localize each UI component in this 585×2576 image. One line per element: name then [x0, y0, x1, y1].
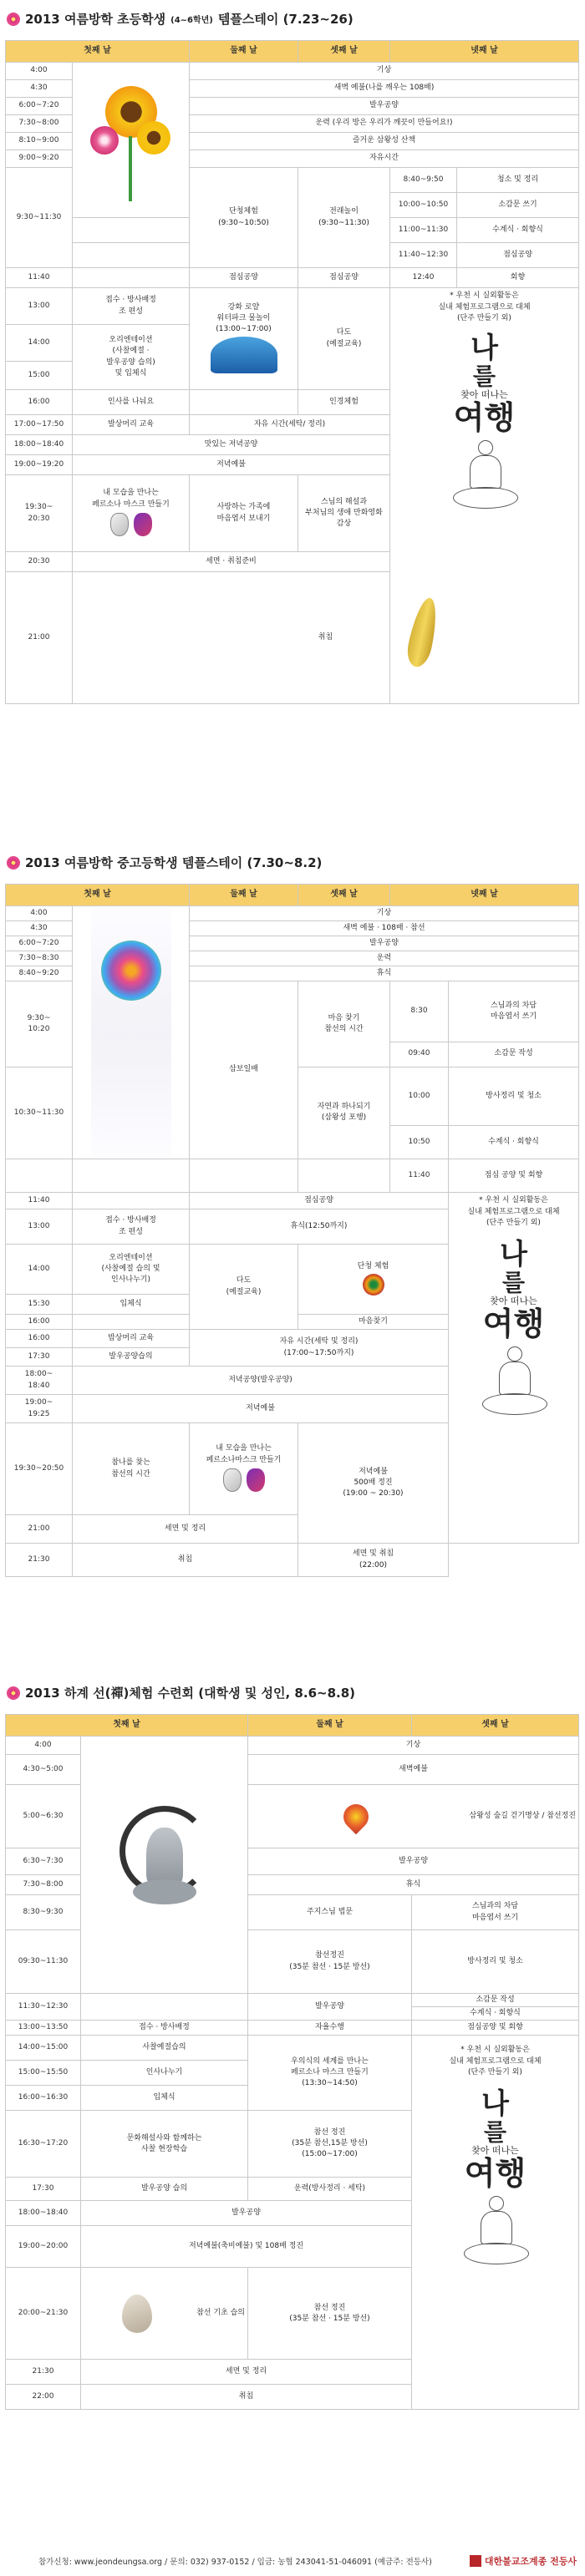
empty-cell: [73, 268, 190, 288]
table-row: [6, 2036, 579, 2061]
mask-images: [192, 1468, 295, 1492]
calligraphy: [393, 333, 576, 435]
leaf-illustration: [404, 596, 442, 669]
flower-icon: [7, 1686, 20, 1700]
rain-notice: * 우천 시 실외활동은 실내 체험프로그램으로 대체 (단주 만들기 외): [449, 2046, 542, 2077]
activity-cell: 참선 정진 (35분 참선 · 15분 방선): [248, 2268, 412, 2360]
empty-cell: [73, 1315, 190, 1330]
activity-cell: 접수 · 방사배정 조 편성: [73, 288, 190, 325]
time-cell: 18:00~18:40: [6, 435, 73, 455]
activity-cell: 점심공양: [190, 1193, 449, 1209]
time-cell: 6:00~7:20: [6, 936, 73, 951]
activity-cell: 단청체험 (9:30~10:50): [190, 168, 298, 268]
time-cell: 19:30~20:50: [6, 1423, 73, 1515]
schedule-table-elementary: [5, 40, 579, 704]
activity-cell: 스님의 해설과 부처님의 생애 만화영화 감상: [298, 475, 390, 552]
activity-cell: 수계식 · 회향식: [457, 218, 579, 243]
activity-cell: 취침: [81, 2385, 412, 2410]
activity-cell: 점심 공양 및 회향: [449, 1159, 579, 1193]
time-cell: 21:00: [6, 1515, 73, 1544]
sunflower-image-cell: [73, 63, 190, 218]
time-cell: 6:30~7:30: [6, 1848, 81, 1875]
table-row: [6, 63, 579, 80]
table-row: [6, 572, 579, 704]
activity-cell: 인사나누기: [81, 2061, 248, 2086]
activity-cell: 접수 · 방사배정 조 편성: [73, 1209, 190, 1245]
activity-cell: 참선 정진 (35분 참선,15분 방선) (15:00~17:00): [248, 2111, 412, 2178]
activity-cell: 우의식의 세계를 만나는 페르소나 마스크 만들기 (13:30~14:50): [248, 2036, 412, 2111]
time-cell: 21:30: [6, 2360, 81, 2385]
mask-icon: [247, 1468, 265, 1492]
activity-cell: 점심공양: [298, 268, 390, 288]
table-row: [6, 906, 579, 921]
time-cell: 14:00: [6, 1245, 73, 1295]
time-cell: 11:00~11:30: [390, 218, 457, 243]
activity-cell: [73, 572, 579, 704]
activity-cell: 휴식: [248, 1875, 579, 1895]
empty-cell: [190, 1159, 298, 1193]
lily-icon: [338, 1798, 374, 1833]
activity-cell: 저녁예불 500배 정진 (19:00 ~ 20:30): [298, 1423, 449, 1544]
activity-cell: 점심공양 및 회향: [412, 2021, 579, 2036]
time-cell: 16:00: [6, 390, 73, 415]
activity-cell: 수계식 · 회향식: [449, 1126, 579, 1159]
dancheong-label: 단청 체험: [357, 1261, 389, 1270]
time-cell: 15:00: [6, 362, 73, 390]
waterpark-label: 강화 로얄 워터파크 물놀이 (13:00~17:00): [216, 302, 272, 334]
time-cell: 16:00~16:30: [6, 2086, 81, 2111]
calligraphy-line: 를: [472, 362, 496, 390]
section-title-1: [7, 10, 354, 28]
time-cell: 20:00~21:30: [6, 2268, 81, 2360]
time-cell: 14:00: [6, 325, 73, 362]
day4-notice-cell: [449, 1193, 579, 1544]
activity-cell: 새벽예불: [248, 1755, 579, 1785]
time-cell: 21:00: [6, 572, 73, 704]
activity-cell: 점심공양: [190, 268, 298, 288]
mask-icon: [110, 513, 129, 536]
day3-notice-cell: [412, 2036, 579, 2410]
meditating-monk-illustration: [457, 2196, 534, 2268]
section-title-3: [7, 1684, 355, 1701]
table-row: [6, 1994, 579, 2007]
time-cell: 22:00: [6, 2385, 81, 2410]
table-row: [6, 1159, 579, 1193]
calligraphy-line: 여행: [464, 2153, 526, 2192]
activity-cell: 취침: [73, 1544, 298, 1577]
activity-cell: 기상: [190, 906, 579, 921]
activity-cell: 소감문 쓰기: [457, 193, 579, 218]
meditating-monk-illustration: [446, 440, 523, 512]
time-cell: 14:00~15:00: [6, 2036, 81, 2061]
activity-cell: 방사정리 및 청소: [412, 1930, 579, 1994]
time-cell: 19:00~19:20: [6, 455, 73, 475]
activity-cell: [190, 288, 298, 390]
calligraphy-line: 여행: [482, 1304, 545, 1342]
seed-icon: [122, 2295, 152, 2333]
activity-cell: 다도 (예절교육): [190, 1245, 298, 1330]
time-cell: 16:30~17:20: [6, 2111, 81, 2178]
activity-cell: 스님과의 차담 마음엽서 쓰기: [449, 981, 579, 1042]
buddha-image-cell: [81, 1737, 248, 1994]
walking-meditation-label: 삼왕성 숲길 걷기명상 / 참선정진: [469, 1811, 576, 1820]
activity-cell: 입체식: [81, 2086, 248, 2111]
time-cell: 7:30~8:00: [6, 115, 73, 133]
header-day1: 첫째 날: [6, 41, 190, 63]
time-cell: 11:40: [6, 268, 73, 288]
activity-cell: 마음찾기: [298, 1315, 449, 1330]
table-header-row: [6, 885, 579, 906]
activity-cell: 주지스님 법문: [248, 1895, 412, 1930]
empty-cell: [6, 1159, 73, 1193]
walking-meditation-row: [251, 1804, 576, 1829]
calligraphy-line: 나: [500, 1237, 527, 1271]
header-day3: 셋째 날: [412, 1715, 579, 1737]
time-cell: 8:30~9:30: [6, 1895, 81, 1930]
time-cell: 16:00: [6, 1330, 73, 1348]
time-cell: 13:00: [6, 288, 73, 325]
schedule-table-secondary: [5, 884, 579, 1577]
time-cell: 8:30: [390, 981, 449, 1042]
section-title-text: 2013 여름방학 초등학생: [25, 12, 166, 27]
time-cell: 4:30~5:00: [6, 1755, 81, 1785]
header-day3: 셋째 날: [298, 41, 390, 63]
activity-cell: 소감문 작성: [449, 1042, 579, 1067]
time-cell: 12:40: [390, 268, 457, 288]
activity-cell: 발우공양 습의: [81, 2178, 248, 2201]
activity-cell: 자율수행: [248, 2021, 412, 2036]
time-cell: 13:00: [6, 1209, 73, 1245]
time-cell: 10:00: [390, 1067, 449, 1126]
time-cell: 11:30~12:30: [6, 1994, 81, 2021]
activity-cell: 발우공양: [81, 2201, 412, 2226]
time-cell: 8:40~9:50: [390, 168, 457, 193]
time-cell: 7:30~8:00: [6, 1875, 81, 1895]
time-cell: 21:30: [6, 1544, 73, 1577]
activity-cell: 운력 (우리 방은 우리가 깨끗이 만들어요!): [190, 115, 579, 133]
activity-cell: 밥상머리 교육: [73, 1330, 190, 1348]
time-cell: 4:00: [6, 1737, 81, 1755]
activity-cell: 자유시간: [190, 150, 579, 168]
sleep-label: 취침: [318, 632, 333, 641]
mask-label: 내 모습을 만나는 페르소나 마스크 만들기: [92, 489, 170, 509]
time-cell: 10:00~10:50: [390, 193, 457, 218]
empty-cell: [73, 218, 190, 243]
header-day1: 첫째 날: [6, 885, 190, 906]
calligraphy: [415, 2089, 576, 2191]
header-day1: 첫째 날: [6, 1715, 248, 1737]
time-cell: 10:50: [390, 1126, 449, 1159]
activity-cell: [298, 1245, 449, 1315]
activity-cell: 맛있는 저녁공양: [73, 435, 390, 455]
activity-cell: 발우공양: [248, 1848, 579, 1875]
time-cell: 10:30~11:30: [6, 1067, 73, 1159]
activity-cell: 점심공양: [457, 243, 579, 268]
activity-cell: 참선정진 (35분 참선 · 15분 방선): [248, 1930, 412, 1994]
time-cell: 7:30~8:30: [6, 951, 73, 966]
zen-basics-label: 참선 기초 습의: [196, 2309, 245, 2318]
time-cell: 5:00~6:30: [6, 1785, 81, 1848]
header-day2: 둘째 날: [190, 41, 298, 63]
time-cell: 4:00: [6, 63, 73, 80]
mandala-image-cell: [73, 906, 190, 1159]
time-cell: 19:30~ 20:30: [6, 475, 73, 552]
calligraphy-line: 나: [471, 331, 498, 365]
wave-illustration: [211, 337, 277, 373]
header-day3: 셋째 날: [298, 885, 390, 906]
mask-icon: [223, 1468, 242, 1492]
activity-cell: [190, 1423, 298, 1515]
table-header-row: [6, 41, 579, 63]
activity-cell: 인경체험: [298, 390, 390, 415]
empty-cell: [81, 1994, 248, 2021]
time-cell: 09:30~11:30: [6, 1930, 81, 1994]
time-cell: 4:30: [6, 921, 73, 936]
activity-cell: 저녁예불: [73, 455, 390, 475]
activity-cell: 운력(방사정리 · 세탁): [248, 2178, 412, 2201]
calligraphy: [451, 1237, 576, 1342]
empty-cell: [190, 390, 298, 415]
seal-icon: [470, 2555, 481, 2567]
temple-logo: [470, 2554, 577, 2568]
time-cell: 18:00~18:40: [6, 2201, 81, 2226]
time-cell: 19:00~ 19:25: [6, 1395, 73, 1423]
calligraphy-line: 를: [483, 2117, 507, 2146]
activity-cell: [73, 475, 190, 552]
header-day2: 둘째 날: [190, 885, 298, 906]
activity-cell: 세면 및 정리: [81, 2360, 412, 2385]
calligraphy-line: 찾아 떠나는: [471, 2144, 519, 2156]
table-row: [6, 1193, 579, 1209]
buddha-illustration: [114, 1803, 215, 1928]
zen-basics-row: [84, 2293, 245, 2335]
time-cell: 18:00~ 18:40: [6, 1367, 73, 1395]
activity-cell: 발우공양습의: [73, 1348, 190, 1367]
section-subtitle: (4~6학년): [170, 16, 213, 25]
activity-cell: 발우공양: [190, 936, 579, 951]
activity-cell: 휴식: [190, 966, 579, 981]
time-cell: 17:30: [6, 1348, 73, 1367]
header-day2: 둘째 날: [248, 1715, 412, 1737]
schedule-table-adult: [5, 1714, 579, 2410]
flower-icon: [7, 13, 20, 26]
rain-notice: * 우천 시 실외활동은 실내 체험프로그램으로 대체 (단주 만들기 외): [467, 1196, 560, 1227]
activity-cell: 저녁예불(축비예불) 및 108배 정진: [81, 2226, 412, 2268]
time-cell: 13:00~13:50: [6, 2021, 81, 2036]
activity-cell: 발우공양: [190, 98, 579, 115]
activity-cell: 문화해설사와 함께하는 사찰 현장학습: [81, 2111, 248, 2178]
calligraphy-line: 를: [501, 1268, 526, 1296]
logo-text: 대한불교조계종 전등사: [484, 2556, 577, 2567]
header-day4: 넷째 날: [390, 885, 579, 906]
footer-info: 참가신청: www.jeondeungsa.org / 문의: 032) 937-0152 / 입금: 농협 243041-51-046091 (예금주: 전등사): [38, 2558, 432, 2567]
time-cell: 4:30: [6, 80, 73, 98]
empty-cell: [73, 1193, 190, 1209]
empty-cell: [73, 1159, 190, 1193]
time-cell: 17:30: [6, 2178, 81, 2201]
calligraphy-line: 찾아 떠나는: [490, 1295, 537, 1306]
mask-images: [75, 513, 186, 536]
activity-cell: 방사정리 및 청소: [449, 1067, 579, 1126]
activity-cell: 인사를 나눠요: [73, 390, 190, 415]
table-row: [6, 288, 579, 325]
activity-cell: 입체식: [73, 1295, 190, 1315]
activity-cell: 사랑하는 가족에 마음엽서 보내기: [190, 475, 298, 552]
table-row: [6, 1737, 579, 1755]
activity-cell: 발우공양: [248, 1994, 412, 2021]
calligraphy-line: 나: [481, 2087, 509, 2121]
activity-cell: 스님과의 차담 마음엽서 쓰기: [412, 1895, 579, 1930]
activity-cell: 오리엔테이션 (사찰예절 · 발우공양 습의) 및 입체식: [73, 325, 190, 390]
mask-icon: [134, 513, 152, 536]
meditating-monk-illustration: [476, 1346, 552, 1418]
header-day4: 넷째 날: [390, 41, 579, 63]
empty-cell: [298, 1159, 390, 1193]
activity-cell: 세면 · 취침준비: [73, 552, 390, 572]
calligraphy-line: 찾아 떠나는: [460, 388, 508, 400]
time-cell: 6:00~7:20: [6, 98, 73, 115]
time-cell: 17:00~17:50: [6, 415, 73, 435]
time-cell: 9:30~11:30: [6, 168, 73, 268]
time-cell: 9:00~9:20: [6, 150, 73, 168]
activity-cell: 소감문 작성: [412, 1994, 579, 2007]
activity-cell: 오리엔테이션 (사찰예절 습의 및 인사나누기): [73, 1245, 190, 1295]
section-title-text: 2013 여름방학 중고등학생 템플스테이 (7.30~8.2): [25, 855, 323, 870]
activity-cell: 참나를 찾는 참선의 시간: [73, 1423, 190, 1515]
sunflower-illustration: [82, 78, 181, 203]
mandala-illustration: [91, 907, 171, 1158]
calligraphy-line: 여행: [453, 398, 516, 436]
activity-cell: 발상머리 교육: [73, 415, 190, 435]
activity-cell: 마음 찾기 참선의 시간: [298, 981, 390, 1067]
activity-cell: 즐거운 삼왕성 산책: [190, 133, 579, 150]
section-title-2: [7, 854, 322, 871]
table-row: [6, 1544, 579, 1577]
time-cell: 19:00~20:00: [6, 2226, 81, 2268]
section-title-tail: 템플스테이 (7.23~26): [217, 12, 354, 27]
time-cell: 11:40~12:30: [390, 243, 457, 268]
activity-cell: 수계식 · 회향식: [412, 2007, 579, 2021]
time-cell: 16:00: [6, 1315, 73, 1330]
activity-cell: 자연과 하나되기 (삼왕성 포행): [298, 1067, 390, 1159]
activity-cell: 세면 및 취침 (22:00): [298, 1544, 449, 1577]
activity-cell: 다도 (예절교육): [298, 288, 390, 390]
table-row: [6, 2021, 579, 2036]
footer: [0, 2549, 585, 2573]
activity-cell: 삼보일배: [190, 981, 298, 1159]
time-cell: 09:40: [390, 1042, 449, 1067]
activity-cell: 새벽 예불 · 108배 · 참선: [190, 921, 579, 936]
activity-cell: [248, 1785, 579, 1848]
activity-cell: 저녁공양(발우공양): [73, 1367, 449, 1395]
time-cell: 15:30: [6, 1295, 73, 1315]
activity-cell: 자유 시간(세탁/ 정리): [190, 415, 390, 435]
activity-cell: 운력: [190, 951, 579, 966]
activity-cell: 휴식(12:50까지): [190, 1209, 449, 1245]
activity-cell: 사찰예절습의: [81, 2036, 248, 2061]
activity-cell: 새벽 예불(나를 깨우는 108배): [190, 80, 579, 98]
flower-icon: [7, 856, 20, 870]
activity-cell: 세면 및 정리: [73, 1515, 298, 1544]
time-cell: 15:00~15:50: [6, 2061, 81, 2086]
time-cell: 8:40~9:20: [6, 966, 73, 981]
activity-cell: 전래놀이 (9:30~11:30): [298, 168, 390, 268]
activity-cell: [81, 2268, 248, 2360]
section-title-text: 2013 하계 선(禪)체험 수련회 (대학생 및 성인, 8.6~8.8): [25, 1686, 355, 1701]
time-cell: 4:00: [6, 906, 73, 921]
activity-cell: 기상: [248, 1737, 579, 1755]
rain-notice: * 우천 시 실외활동은 실내 체험프로그램으로 대체 (단주 만들기 외): [438, 292, 531, 322]
time-cell: 11:40: [6, 1193, 73, 1209]
activity-cell: 자유 시간(세탁 및 정리) (17:00~17:50까지): [190, 1330, 449, 1367]
time-cell: 8:10~9:00: [6, 133, 73, 150]
activity-cell: 청소 및 정리: [457, 168, 579, 193]
empty-cell: [73, 243, 190, 268]
mask-label: 내 모습을 만나는 페르소나마스크 만들기: [206, 1444, 282, 1464]
activity-cell: 회향: [457, 268, 579, 288]
table-header-row: [6, 1715, 579, 1737]
activity-cell: 저녁예불: [73, 1395, 449, 1423]
activity-cell: 접수 · 방사배정: [81, 2021, 248, 2036]
dancheong-icon: [363, 1274, 384, 1296]
time-cell: 20:30: [6, 552, 73, 572]
table-row: [6, 268, 579, 288]
time-cell: 9:30~ 10:20: [6, 981, 73, 1067]
time-cell: 11:40: [390, 1159, 449, 1193]
activity-cell: 기상: [190, 63, 579, 80]
